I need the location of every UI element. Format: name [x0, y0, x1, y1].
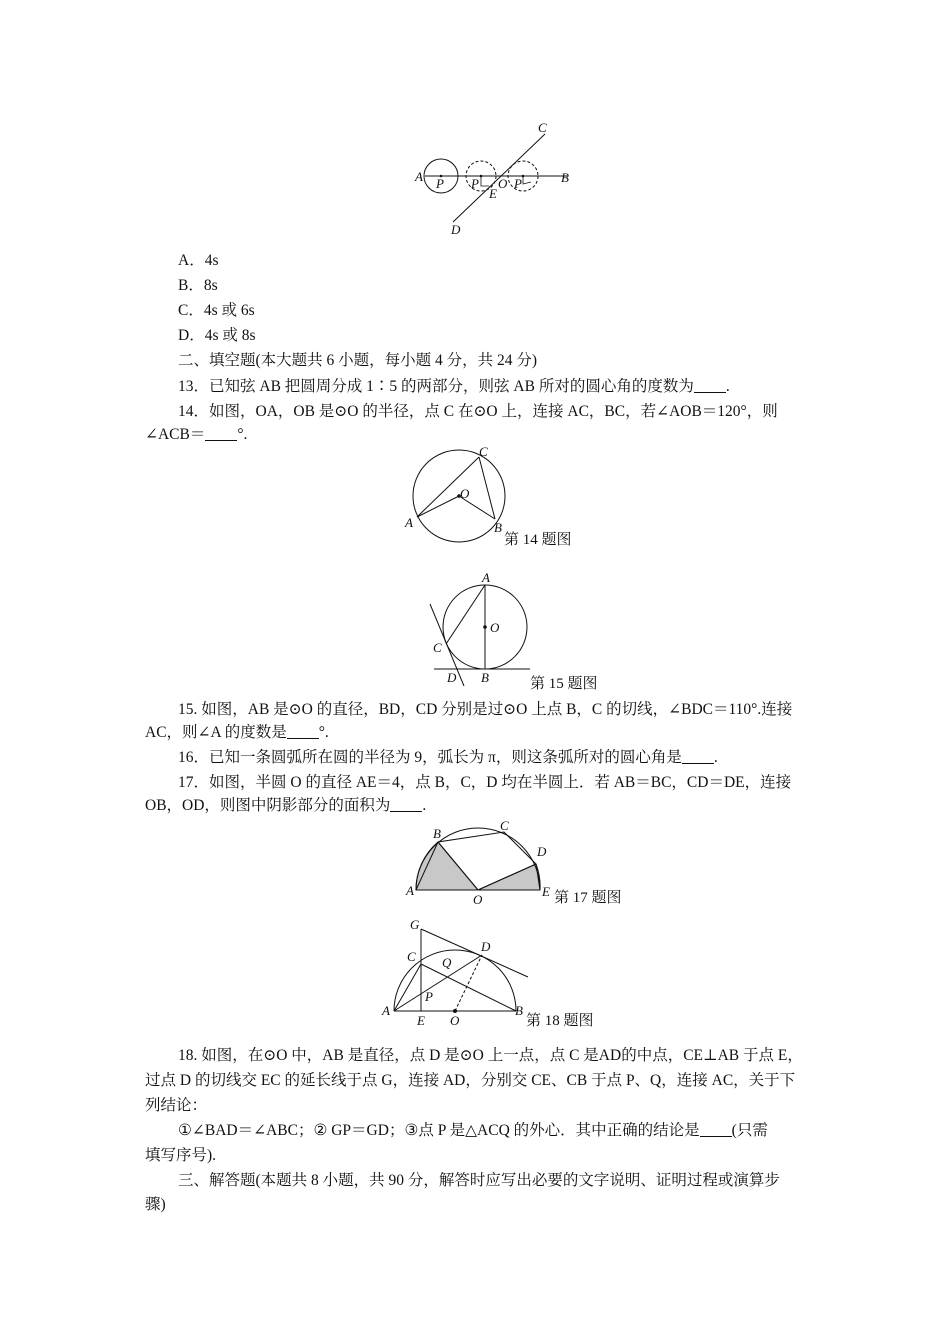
- figure-18: [378, 915, 638, 1030]
- q16-blank: [682, 749, 714, 764]
- label-b: B: [515, 1003, 523, 1018]
- question-13: [178, 376, 843, 398]
- question-15-line-1: 15. 如图，AB 是⊙O 的直径，BD，CD 分别是过⊙O 上点 B，C 的切线，∠BDC＝110°.连接: [178, 701, 793, 718]
- q15-text: AC，则∠A 的度数是: [145, 724, 287, 741]
- q17-text: OB，OD，则图中阴影部分的面积为: [145, 797, 391, 814]
- figure-15: [420, 568, 620, 693]
- figure-15-caption: 第 15 题图: [530, 676, 598, 692]
- label-a: A: [405, 515, 413, 530]
- label-a: A: [382, 1003, 390, 1018]
- figure-14: [400, 444, 590, 554]
- q15-blank: [287, 724, 319, 739]
- segment-oa: [417, 496, 459, 517]
- label-p2: P: [471, 176, 479, 191]
- question-18-line-3: 列结论：: [145, 1097, 208, 1114]
- label-d: D: [537, 844, 547, 859]
- figure-18-svg: [378, 915, 638, 1030]
- q14-blank: [205, 426, 237, 441]
- label-o: O: [460, 486, 470, 501]
- label-e: E: [417, 1013, 425, 1028]
- q17-tail: .: [422, 797, 427, 814]
- option-d: D．4s 或 8s: [178, 327, 256, 344]
- label-c: C: [407, 949, 416, 964]
- label-e: E: [542, 884, 550, 899]
- segment-bc: [479, 457, 495, 519]
- question-14-line-1: 14．如图，OA，OB 是⊙O 的半径，点 C 在⊙O 上，连接 AC，BC，若∠AOB＝120°，则: [178, 403, 778, 420]
- q16-text: 16．已知一条圆弧所在圆的半径为 9，弧长为 π，则这条弧所对的圆心角是: [178, 749, 682, 766]
- label-c: C: [479, 444, 488, 459]
- label-d: D: [481, 939, 491, 954]
- shaded-region-left: [416, 842, 478, 890]
- label-e: E: [489, 186, 497, 201]
- label-o: O: [450, 1013, 460, 1028]
- label-c: C: [538, 120, 547, 135]
- question-16: [178, 747, 843, 769]
- right-angle-mark-2: [523, 176, 531, 184]
- question-18-line-5: 填写序号).: [145, 1147, 217, 1164]
- question-18-line-2: 过点 D 的切线交 EC 的延长线于点 G，连接 AD，分别交 CE、CB 于点 P、Q，连接 AC，关于下: [145, 1072, 796, 1089]
- label-p: P: [425, 989, 433, 1004]
- label-c: C: [433, 640, 442, 655]
- label-o: O: [498, 176, 508, 191]
- section-3-heading-line-2: 骤): [145, 1196, 166, 1213]
- label-p3: P: [514, 176, 522, 191]
- question-17-line-1: 17．如图，半圆 O 的直径 AE＝4，点 B，C，D 均在半圆上．若 AB＝BC，CD＝DE，连接: [178, 774, 792, 791]
- label-b: B: [561, 170, 569, 185]
- label-a: A: [406, 883, 414, 898]
- label-o: O: [473, 892, 483, 907]
- label-p1: P: [436, 176, 444, 191]
- figure-14-svg: [400, 444, 590, 554]
- option-c: C．4s 或 6s: [178, 302, 255, 319]
- question-15-line-2: [145, 722, 810, 744]
- q14-text: ∠ACB＝: [145, 426, 206, 443]
- question-18-line-4: [178, 1120, 843, 1142]
- figure-14-caption: 第 14 题图: [504, 532, 572, 548]
- q18-blank: [700, 1122, 732, 1137]
- label-d: D: [451, 222, 461, 237]
- segment-ac: [417, 457, 479, 517]
- label-b: B: [481, 670, 489, 685]
- label-a: A: [415, 169, 423, 184]
- figure-15-svg: [420, 568, 620, 693]
- label-a: A: [482, 570, 490, 585]
- q13-text: 13．已知弦 AB 把圆周分成 1∶5 的两部分，则弦 AB 所对的圆心角的度数为: [178, 378, 694, 395]
- label-q: Q: [442, 955, 452, 970]
- section-2-heading: 二、填空题(本大题共 6 小题，每小题 4 分，共 24 分): [178, 352, 538, 369]
- q14-tail: °.: [237, 426, 248, 443]
- question-14-line-2: [145, 424, 810, 446]
- q18-text: ①∠BAD＝∠ABC；② GP＝GD；③点 P 是△ACQ 的外心．其中正确的结论是: [178, 1122, 700, 1139]
- q16-tail: .: [713, 749, 718, 766]
- label-b: B: [494, 520, 502, 535]
- figure-17-svg: [400, 818, 640, 910]
- question-17-line-2: [145, 795, 810, 817]
- top-figure-svg: [405, 118, 585, 238]
- q13-blank: [694, 378, 726, 393]
- label-b: B: [433, 826, 441, 841]
- label-c: C: [500, 818, 509, 833]
- q18-tail: (只需: [731, 1122, 768, 1139]
- figure-17: [400, 818, 640, 910]
- question-18-line-1: 18. 如图，在⊙O 中，AB 是直径，点 D 是⊙O 上一点，点 C 是AD的中点，CE⊥AB 于点 E，: [178, 1047, 803, 1064]
- label-d: D: [447, 670, 457, 685]
- q13-tail: .: [725, 378, 730, 395]
- q15-tail: °.: [318, 724, 329, 741]
- figure-18-caption: 第 18 题图: [526, 1013, 594, 1029]
- option-a: A．4s: [178, 252, 219, 269]
- segment-ac: [446, 585, 485, 644]
- q17-blank: [390, 797, 422, 812]
- figure-17-caption: 第 17 题图: [554, 890, 622, 906]
- option-b: B．8s: [178, 277, 218, 294]
- label-g: G: [410, 917, 420, 932]
- top-figure: [405, 118, 585, 238]
- right-angle-mark-1: [481, 176, 489, 186]
- section-3-heading-line-1: 三、解答题(本题共 8 小题，共 90 分，解答时应写出必要的文字说明、证明过程或演算步: [178, 1172, 780, 1189]
- label-o: O: [490, 620, 500, 635]
